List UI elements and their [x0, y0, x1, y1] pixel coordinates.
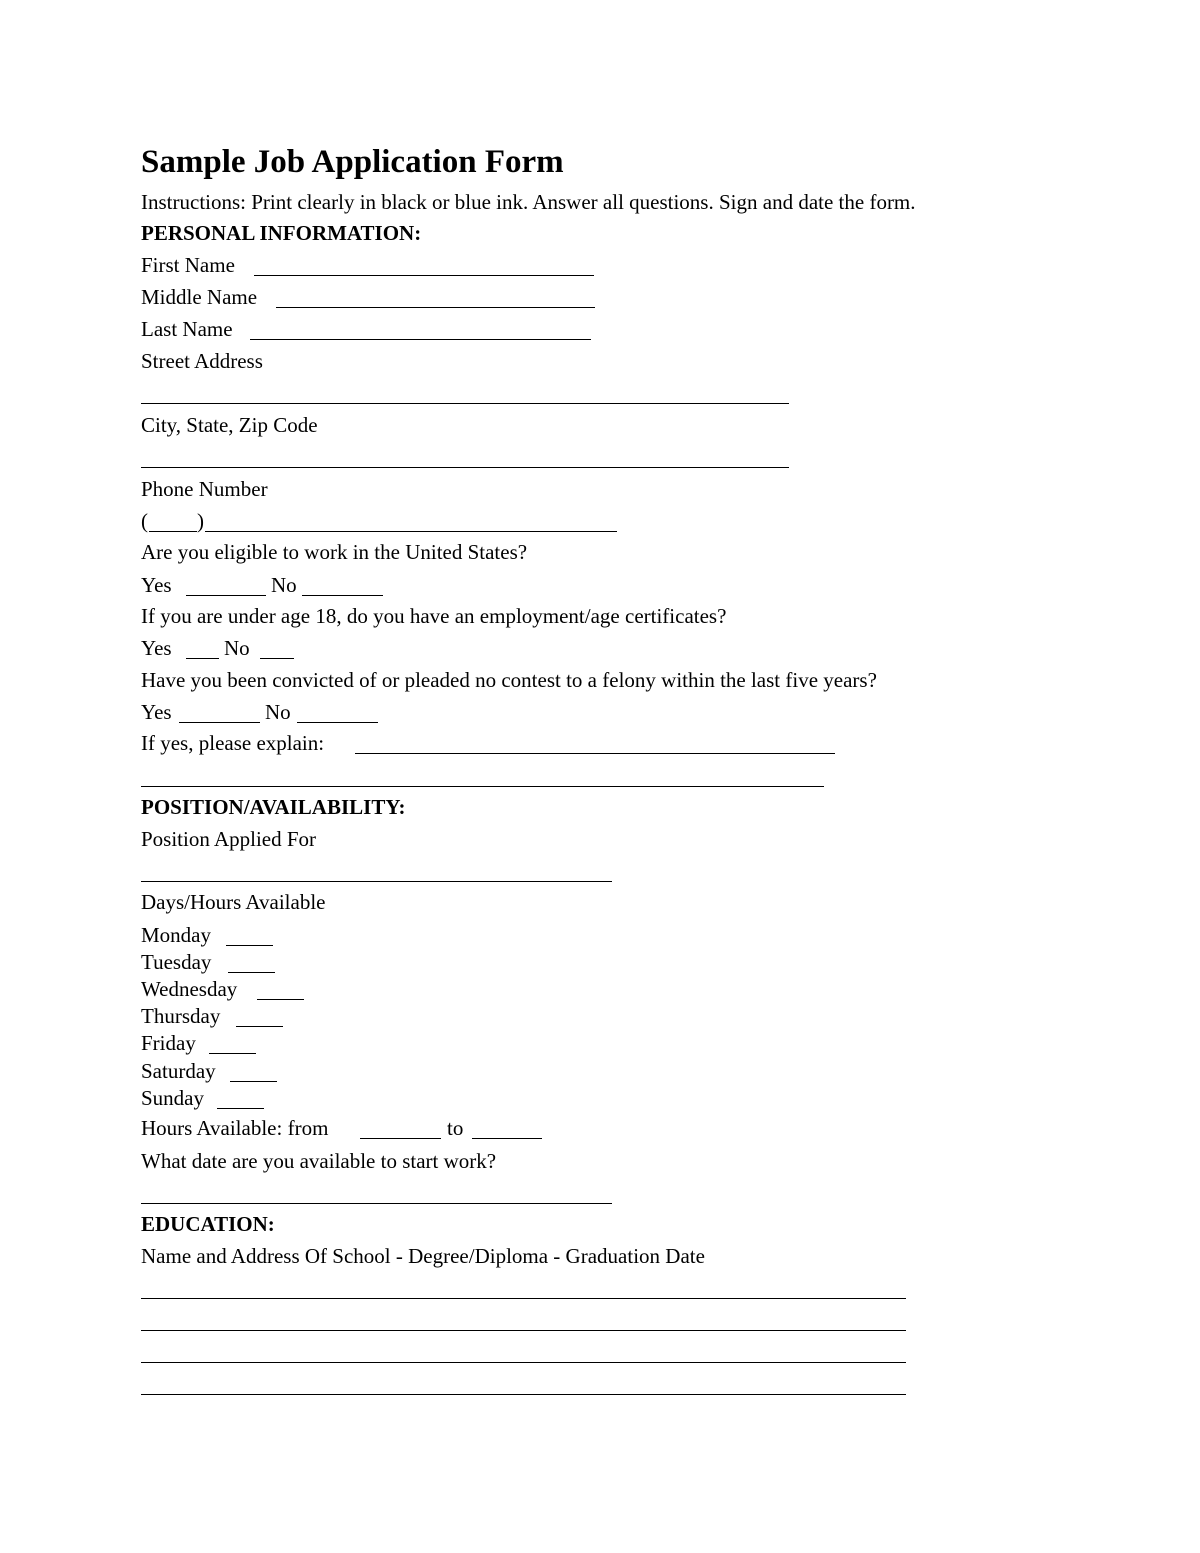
- under18-no-field[interactable]: [260, 658, 294, 659]
- eligible-yes-field[interactable]: [186, 595, 266, 596]
- phone-area-code-field[interactable]: [149, 531, 197, 532]
- city-state-zip-field[interactable]: [141, 467, 789, 468]
- middle-name-field[interactable]: [276, 307, 595, 308]
- education-heading: EDUCATION:: [141, 1212, 275, 1236]
- hours-from-field[interactable]: [360, 1138, 441, 1139]
- day-wednesday-label: Wednesday: [141, 977, 238, 1001]
- explain-field-continued[interactable]: [141, 786, 824, 787]
- first-name-field[interactable]: [254, 275, 594, 276]
- day-tuesday-label: Tuesday: [141, 950, 212, 974]
- eligible-yes-label: Yes: [141, 573, 172, 597]
- phone-paren-open: (: [141, 509, 148, 533]
- under18-question: If you are under age 18, do you have an employment/age certificates?: [141, 604, 727, 628]
- position-applied-for-label: Position Applied For: [141, 827, 317, 851]
- hours-from-label: Hours Available: from: [141, 1116, 329, 1140]
- last-name-label: Last Name: [141, 317, 233, 341]
- street-address-field[interactable]: [141, 403, 789, 404]
- day-tuesday-field[interactable]: [228, 972, 275, 973]
- hours-to-field[interactable]: [472, 1138, 542, 1139]
- phone-number-label: Phone Number: [141, 477, 268, 501]
- day-thursday-label: Thursday: [141, 1004, 221, 1028]
- day-friday-label: Friday: [141, 1031, 196, 1055]
- last-name-field[interactable]: [250, 339, 591, 340]
- day-monday-field[interactable]: [226, 945, 273, 946]
- hours-to-label: to: [447, 1116, 464, 1140]
- felony-yes-field[interactable]: [179, 722, 260, 723]
- under18-no-label: No: [224, 636, 250, 660]
- under18-yes-label: Yes: [141, 636, 172, 660]
- instructions-text: Instructions: Print clearly in black or blue ink. Answer all questions. Sign and date the form.: [141, 190, 916, 214]
- education-line-4[interactable]: [141, 1394, 906, 1395]
- phone-number-field[interactable]: [205, 531, 617, 532]
- start-date-question: What date are you available to start work?: [141, 1149, 497, 1173]
- day-friday-field[interactable]: [209, 1053, 256, 1054]
- education-columns-label: Name and Address Of School - Degree/Diploma - Graduation Date: [141, 1244, 705, 1268]
- education-line-3[interactable]: [141, 1362, 906, 1363]
- eligible-no-field[interactable]: [302, 595, 383, 596]
- eligible-question: Are you eligible to work in the United States?: [141, 540, 528, 564]
- under18-yes-field[interactable]: [186, 658, 219, 659]
- felony-yes-label: Yes: [141, 700, 172, 724]
- day-wednesday-field[interactable]: [257, 999, 304, 1000]
- felony-no-label: No: [265, 700, 291, 724]
- day-monday-label: Monday: [141, 923, 211, 947]
- day-sunday-field[interactable]: [217, 1108, 264, 1109]
- felony-no-field[interactable]: [297, 722, 378, 723]
- day-sunday-label: Sunday: [141, 1086, 204, 1110]
- position-availability-heading: POSITION/AVAILABILITY:: [141, 795, 406, 819]
- day-thursday-field[interactable]: [236, 1026, 283, 1027]
- felony-question: Have you been convicted of or pleaded no contest to a felony within the last five years?: [141, 668, 877, 692]
- days-hours-available-label: Days/Hours Available: [141, 890, 326, 914]
- day-saturday-label: Saturday: [141, 1059, 216, 1083]
- phone-paren-close: ): [197, 509, 204, 533]
- explain-label: If yes, please explain:: [141, 731, 325, 755]
- street-address-label: Street Address: [141, 349, 263, 373]
- day-saturday-field[interactable]: [230, 1081, 277, 1082]
- first-name-label: First Name: [141, 253, 235, 277]
- middle-name-label: Middle Name: [141, 285, 258, 309]
- eligible-no-label: No: [271, 573, 297, 597]
- city-state-zip-label: City, State, Zip Code: [141, 413, 318, 437]
- personal-information-heading: PERSONAL INFORMATION:: [141, 221, 422, 245]
- education-line-1[interactable]: [141, 1298, 906, 1299]
- explain-field[interactable]: [355, 753, 835, 754]
- form-title: Sample Job Application Form: [141, 144, 564, 180]
- start-date-field[interactable]: [141, 1203, 612, 1204]
- education-line-2[interactable]: [141, 1330, 906, 1331]
- position-applied-for-field[interactable]: [141, 881, 612, 882]
